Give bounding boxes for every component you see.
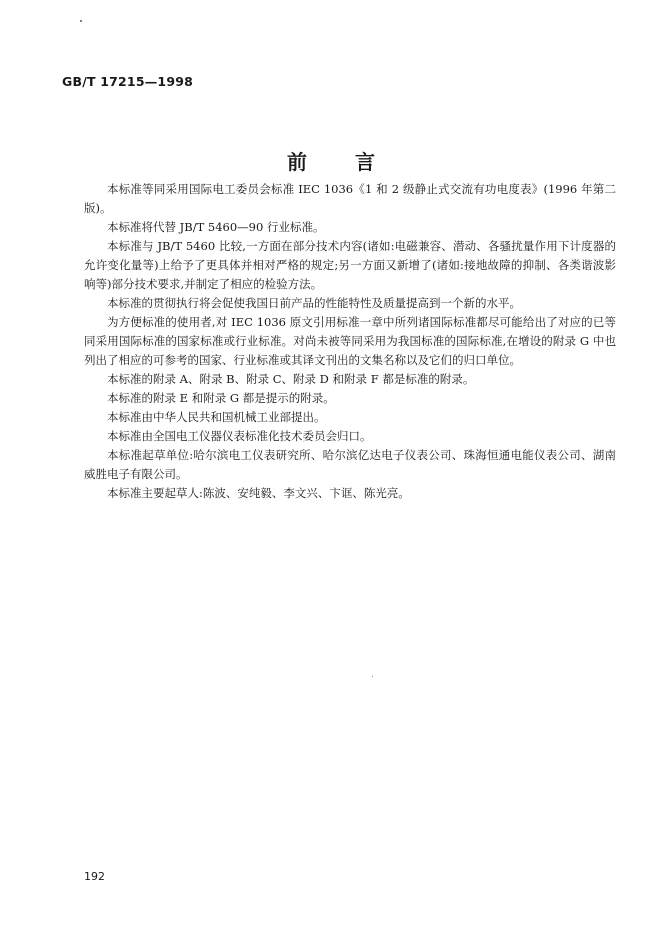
paragraph-implementation: 本标准的贯彻执行将会促使我国日前产品的性能特性及质量提高到一个新的水平。 <box>107 296 521 310</box>
foreword-body <box>84 180 616 503</box>
paragraph-comparison: 本标准与 JB/T 5460 比较,一方面在部分技术内容(诸如:电磁兼容、潜动、各骚扰量作用下计度器的允许变化量等)上给予了更具体并相对严格的规定;另一方面又新增了(诸如:接地故障的抑制、各类谐波影响等)部分技术要求,并制定了相应的检验方法。 <box>84 239 616 291</box>
standard-number: GB/T 17215—1998 <box>62 74 194 89</box>
paragraph-responsible-committee: 本标准由全国电工仪器仪表标准化技术委员会归口。 <box>107 429 372 443</box>
page-title: 前言 <box>287 150 423 174</box>
paragraph-references: 为方便标准的使用者,对 IEC 1036 原文引用标准一章中所列诸国际标准都尽可能给出了对应的已等同采用国际标准的国家标准或行业标准。对尚未被等同采用为我国标准的国际标准,在增设的附录 G 中也列出了相应的可参考的国家、行业标准或其译文刊出的文集名称以及它们的归口单位。 <box>84 315 616 367</box>
paragraph-drafting-units: 本标准起草单位:哈尔滨电工仪表研究所、哈尔滨亿达电子仪表公司、珠海恒通电能仪表公司、湖南威胜电子有限公司。 <box>84 448 616 481</box>
paragraph-informative-annexes: 本标准的附录 E 和附录 G 都是提示的附录。 <box>107 391 335 405</box>
page-number: 192 <box>84 870 105 883</box>
paragraph-adoption: 本标准等同采用国际电工委员会标准 IEC 1036《1 和 2 级静止式交流有功电度表》(1996 年第二版)。 <box>84 182 616 215</box>
paragraph-proposer: 本标准由中华人民共和国机械工业部提出。 <box>107 410 326 424</box>
scan-speck-top <box>80 20 82 22</box>
paragraph-drafters: 本标准主要起草人:陈波、安纯毅、李文兴、卞诓、陈光亮。 <box>107 486 410 500</box>
scan-speck-middle <box>372 676 373 677</box>
paragraph-normative-annexes: 本标准的附录 A、附录 B、附录 C、附录 D 和附录 F 都是标准的附录。 <box>107 372 475 386</box>
paragraph-replacement: 本标准将代替 JB/T 5460—90 行业标准。 <box>107 220 325 234</box>
